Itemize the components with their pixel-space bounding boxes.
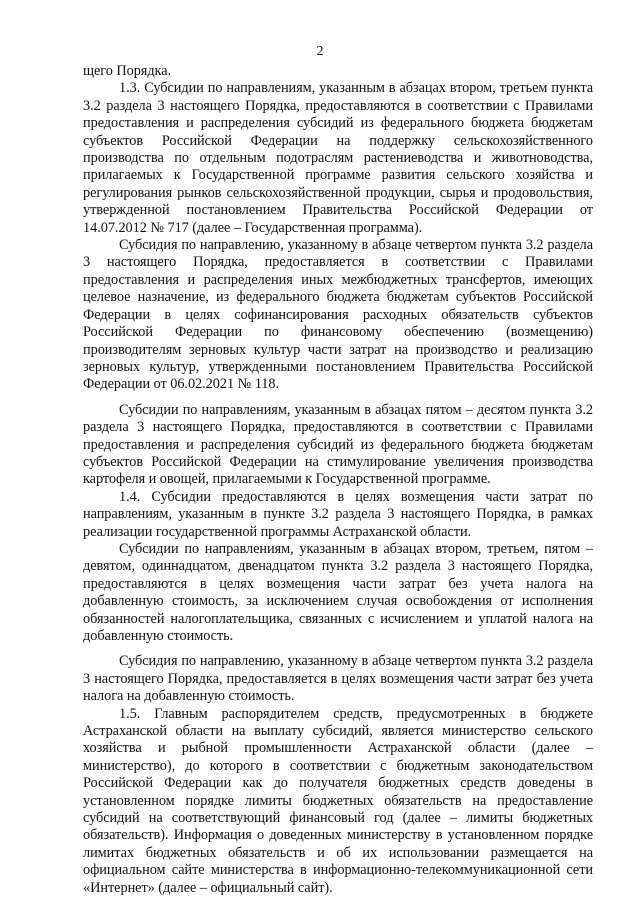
paragraph-1-4-vat-grain: Субсидия по направлению, указанному в абзаце четвертом пункта 3.2 раздела 3 настоящего Порядка, предоставляется в целях возмещения части затрат без учета налога на добавленную стоимость. [83, 653, 593, 705]
paragraph-1-4-vat: Субсидии по направлениям, указанным в абзацах втором, третьем, пятом – девятом, одиннадцатом, двенадцатом пункта 3.2 раздела 3 настоящего Порядка, предоставляются в целях возмещения части затрат без учета налога на добавленную стоимость, за исключением случая освобождения от исполнения обязанностей налогоплательщика, связанных с исчислением и уплатой налога на добавленную стоимость. [83, 540, 593, 644]
paragraph-1-3: 1.3. Субсидии по направлениям, указанным в абзацах втором, третьем пункта 3.2 раздела 3 настоящего Порядка, предоставляются в соответствии с Правилами предоставления и распределения субсидий из федерального бюджета бюджетам субъектов Российской Федерации на поддержку сельскохозяйственного производства по отдельным подотраслям растениеводства и животноводства, прилагаемых к Государственной программе развития сельского хозяйства и регулирования рынков сельскохозяйственной продукции, сырья и продовольствия, утвержденной постановлением Правительства Российской Федерации от 14.07.2012 № 717 (далее – Государственная программа). [83, 80, 593, 236]
document-body [83, 63, 593, 897]
paragraph-1-4: 1.4. Субсидии предоставляются в целях возмещения части затрат по направлениям, указанным в пункте 3.2 раздела 3 настоящего Порядка, в рамках реализации государственной программы Астраханской области. [83, 488, 593, 540]
page-number: 2 [316, 44, 324, 59]
paragraph-1-3-grain: Субсидия по направлению, указанному в абзаце четвертом пункта 3.2 раздела 3 настоящего Порядка, предоставляется в соответствии с Правилами предоставления и распределения иных межбюджетных трансфертов, имеющих целевое назначение, из федерального бюджета бюджетам субъектов Российской Федерации в целях софинансирования расходных обязательств субъектов Российской Федерации по финансовому обеспечению (возмещению) производителям зерновых культур части затрат на производство и реализацию зерновых культур, утвержденными постановлением Правительства Российской Федерации от 06.02.2021 № 118. [83, 237, 593, 393]
paragraph-1-3-vegetables: Субсидии по направлениям, указанным в абзацах пятом – десятом пункта 3.2 раздела 3 настоящего Порядка, предоставляются в соответствии с Правилами предоставления и распределения субсидий из федерального бюджета бюджетам субъектов Российской Федерации на стимулирование увеличения производства картофеля и овощей, прилагаемыми к Государственной программе. [83, 401, 593, 488]
paragraph-1-5: 1.5. Главным распорядителем средств, предусмотренных в бюджете Астраханской области на выплату субсидий, является министерство сельского хозяйства и рыбной промышленности Астраханской области (далее – министерство), до которого в соответствии с бюджетным законодательством Российской Федерации как до получателя бюджетных средств доведены в установленном порядке лимиты бюджетных обязательств на предоставление субсидий на соответствующий финансовый год (далее – лимиты бюджетных обязательств). Информация о доведенных министерству в установленном порядке лимитах бюджетных обязательств и об их использовании размещается на официальном сайте министерства в информационно-телекоммуникационной сети «Интернет» (далее – официальный сайт). [83, 705, 593, 896]
paragraph-continuation: щего Порядка. [83, 63, 172, 79]
